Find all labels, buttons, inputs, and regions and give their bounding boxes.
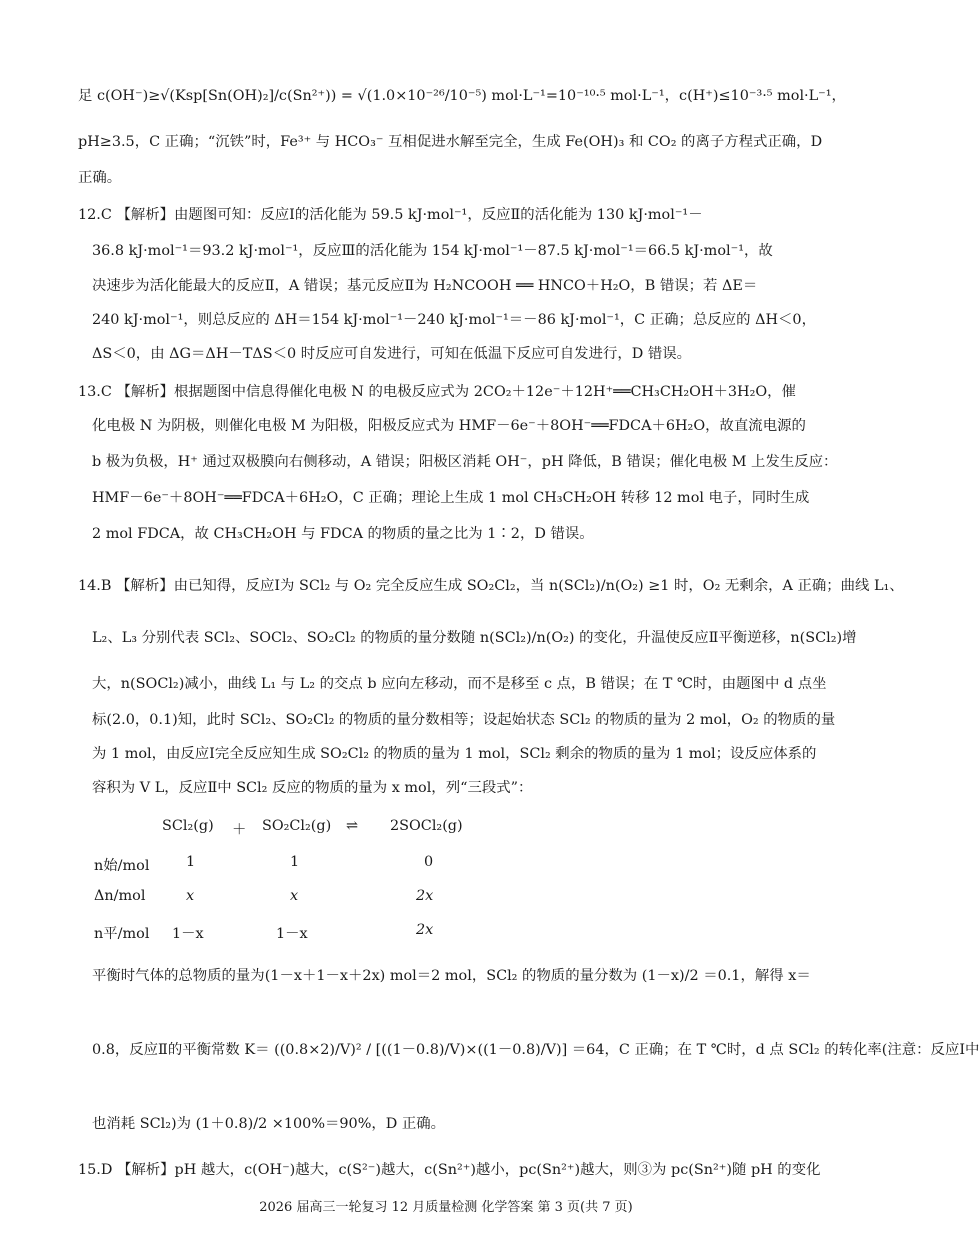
q12-line-3: 决速步为活化能最大的反应Ⅱ，A 错误；基元反应Ⅱ为 H₂NCOOH ══ HNCO＋H₂O，B 错误；若 ΔE＝ bbox=[92, 278, 758, 294]
q12-line-1: 12.C 【解析】由题图可知：反应Ⅰ的活化能为 59.5 kJ·mol⁻¹，反应Ⅱ的活化能为 130 kJ·mol⁻¹－ bbox=[78, 207, 703, 223]
row-equilibrium-a: 1－x bbox=[172, 926, 204, 942]
text-line-1: 足 c(OH⁻)≥√(Ksp[Sn(OH)₂]/c(Sn²⁺)) = √(1.0×10⁻²⁶/10⁻⁵) mol·L⁻¹=10⁻¹⁰·⁵ mol·L⁻¹，c(H⁺)≤10⁻³·⁵ mol·L⁻¹， bbox=[78, 88, 846, 104]
q12-line-5: ΔS＜0，由 ΔG＝ΔH－TΔS＜0 时反应可自发进行，可知在低温下反应可自发进行，D 错误。 bbox=[92, 346, 692, 362]
text-line-2: pH≥3.5，C 正确；“沉铁”时，Fe³⁺ 与 HCO₃⁻ 互相促进水解至完全，生成 Fe(OH)₃ 和 CO₂ 的离子方程式正确，D bbox=[78, 134, 823, 150]
q14-line-2: L₂、L₃ 分别代表 SCl₂、SOCl₂、SO₂Cl₂ 的物质的量分数随 n(SCl₂)/n(O₂) 的变化，升温使反应Ⅱ平衡逆移，n(SCl₂)增 bbox=[92, 630, 857, 646]
page-footer: 2026 届高三一轮复习 12 月质量检测 化学答案 第 3 页(共 7 页) bbox=[259, 1200, 633, 1215]
q14-line-4: 标(2.0，0.1)知，此时 SCl₂、SO₂Cl₂ 的物质的量分数相等；设起始状态 SCl₂ 的物质的量为 2 mol，O₂ 的物质的量 bbox=[92, 712, 836, 728]
row-change-label: Δn/mol bbox=[94, 888, 146, 904]
q14-line-6: 容积为 V L，反应Ⅱ中 SCl₂ 反应的物质的量为 x mol，列“三段式”： bbox=[92, 780, 533, 796]
row-initial-b: 1 bbox=[290, 854, 300, 870]
row-change-a: x bbox=[186, 888, 195, 904]
eq-reactant-1: SCl₂(g) bbox=[162, 818, 214, 834]
q14-line-9: 也消耗 SCl₂)为 (1＋0.8)/2 ×100%＝90%，D 正确。 bbox=[92, 1116, 446, 1132]
q14-line-3: 大，n(SOCl₂)减小，曲线 L₁ 与 L₂ 的交点 b 应向左移动，而不是移至 c 点，B 错误；在 T ℃时，由题图中 d 点坐 bbox=[92, 676, 827, 692]
row-change-c: 2x bbox=[416, 888, 434, 904]
q13-line-5: 2 mol FDCA，故 CH₃CH₂OH 与 FDCA 的物质的量之比为 1∶2，D 错误。 bbox=[92, 526, 594, 542]
q15-line-1: 15.D 【解析】pH 越大，c(OH⁻)越大，c(S²⁻)越大，c(Sn²⁺)越小，pc(Sn²⁺)越大，则③为 pc(Sn²⁺)随 pH 的变化 bbox=[78, 1162, 821, 1178]
q13-line-1: 13.C 【解析】根据题图中信息得催化电极 N 的电极反应式为 2CO₂＋12e⁻＋12H⁺══CH₃CH₂OH＋3H₂O，催 bbox=[78, 384, 796, 400]
row-change-b: x bbox=[290, 888, 299, 904]
row-equilibrium-label: n平/mol bbox=[94, 926, 150, 942]
row-equilibrium-b: 1－x bbox=[276, 926, 308, 942]
q13-line-3: b 极为负极，H⁺ 通过双极膜向右侧移动，A 错误；阳极区消耗 OH⁻，pH 降低，B 错误；催化电极 M 上发生反应： bbox=[92, 454, 838, 470]
eq-plus: ＋ bbox=[232, 822, 247, 838]
row-equilibrium-c: 2x bbox=[416, 922, 434, 938]
q12-line-4: 240 kJ·mol⁻¹，则总反应的 ΔH＝154 kJ·mol⁻¹－240 kJ·mol⁻¹＝－86 kJ·mol⁻¹，C 正确；总反应的 ΔH＜0， bbox=[92, 312, 816, 328]
eq-product: 2SOCl₂(g) bbox=[390, 818, 463, 834]
q14-line-5: 为 1 mol，由反应Ⅰ完全反应知生成 SO₂Cl₂ 的物质的量为 1 mol，SCl₂ 剩余的物质的量为 1 mol；设反应体系的 bbox=[92, 746, 817, 762]
row-initial-c: 0 bbox=[424, 854, 434, 870]
q13-line-4: HMF－6e⁻＋8OH⁻══FDCA＋6H₂O，C 正确；理论上生成 1 mol CH₃CH₂OH 转移 12 mol 电子，同时生成 bbox=[92, 490, 810, 506]
q12-line-2: 36.8 kJ·mol⁻¹＝93.2 kJ·mol⁻¹，反应Ⅲ的活化能为 154 kJ·mol⁻¹－87.5 kJ·mol⁻¹＝66.5 kJ·mol⁻¹，故 bbox=[92, 243, 773, 259]
q13-line-2: 化电极 N 为阴极，则催化电极 M 为阳极，阳极反应式为 HMF－6e⁻＋8OH⁻══FDCA＋6H₂O，故直流电源的 bbox=[92, 418, 806, 434]
q14-line-1: 14.B 【解析】由已知得，反应Ⅰ为 SCl₂ 与 O₂ 完全反应生成 SO₂Cl₂，当 n(SCl₂)/n(O₂) ≥1 时，O₂ 无剩余，A 正确；曲线 L₁、 bbox=[78, 578, 904, 594]
eq-arrow: ⇌ bbox=[346, 818, 359, 834]
row-initial-label: n始/mol bbox=[94, 858, 150, 874]
row-initial-a: 1 bbox=[186, 854, 196, 870]
q14-line-7: 平衡时气体的总物质的量为(1－x＋1－x＋2x) mol＝2 mol，SCl₂ 的物质的量分数为 (1－x)/2 ＝0.1，解得 x＝ bbox=[92, 968, 811, 984]
q14-line-8: 0.8，反应Ⅱ的平衡常数 K＝ ((0.8×2)/V)² / [((1－0.8)/V)×((1－0.8)/V)] ＝64，C 正确；在 T ℃时，d 点 SCl₂ 的转化率(注意：反应Ⅰ中 bbox=[92, 1042, 979, 1058]
eq-reactant-2: SO₂Cl₂(g) bbox=[262, 818, 332, 834]
text-line-3: 正确。 bbox=[78, 170, 122, 186]
